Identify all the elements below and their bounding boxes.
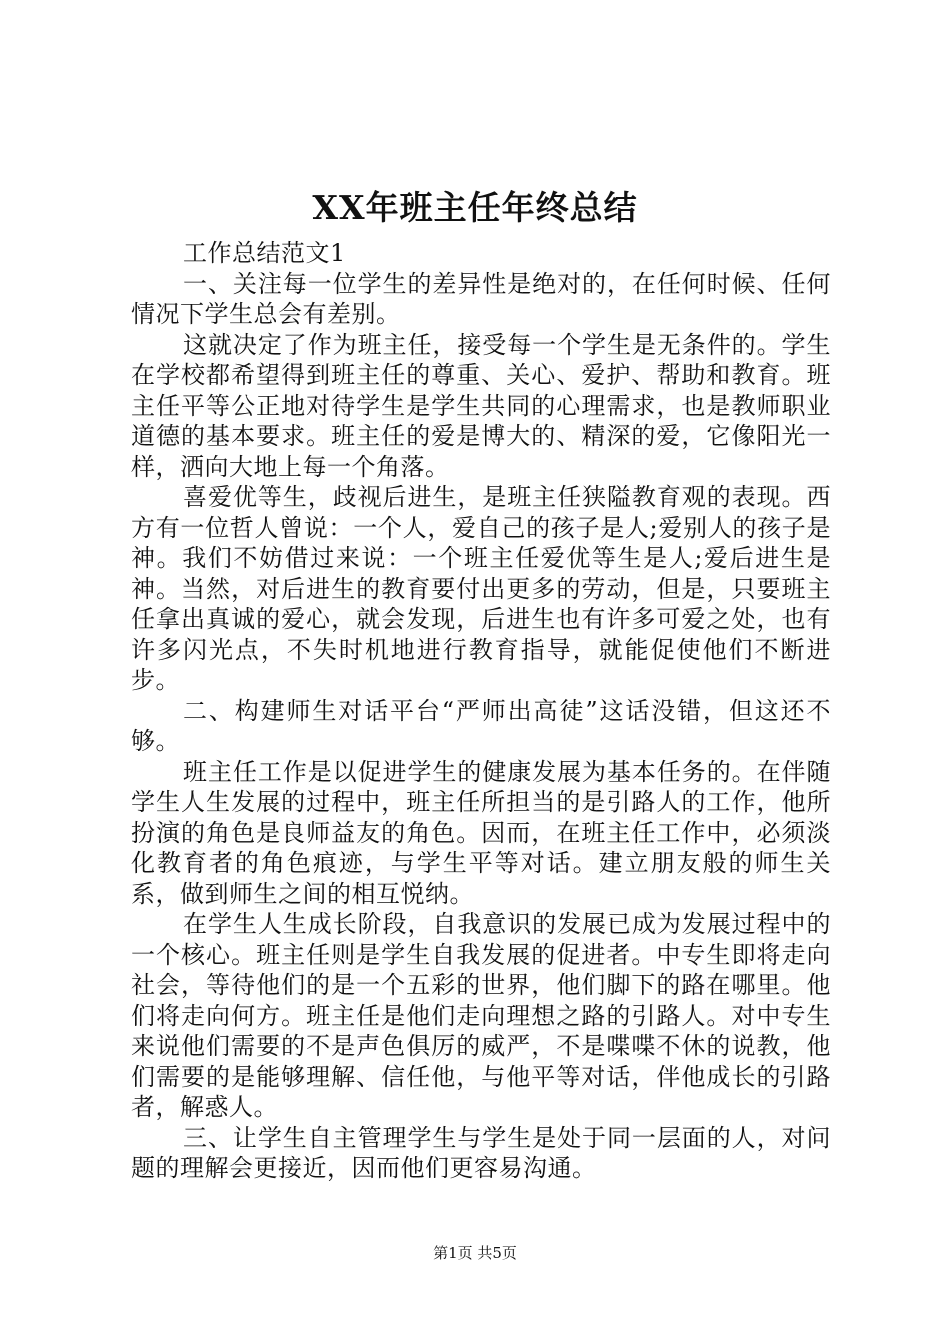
paragraph-struggling-students: 喜爱优等生，歧视后进生，是班主任狭隘教育观的表现。西方有一位哲人曾说：一个人，爱自己的孩子是人;爱别人的孩子是神。我们不妨借过来说：一个班主任爱优等生是人;爱后进生是神。当然，对后进生的教育要付出更多的劳动，但是，只要班主任拿出真诚的爱心，就会发现，后进生也有许多可爱之处，也有许多闪光点，不失时机地进行教育指导，就能促使他们不断进步。: [131, 483, 831, 694]
document-body: [131, 238, 831, 1184]
paragraph-section-3-heading: 三、让学生自主管理学生与学生是处于同一层面的人，对问题的理解会更接近，因而他们更容易沟通。: [131, 1123, 831, 1182]
paragraph-self-development: 在学生人生成长阶段，自我意识的发展已成为发展过程中的一个核心。班主任则是学生自我发展的促进者。中专生即将走向社会，等待他们的是一个五彩的世界，他们脚下的路在哪里。他们将走向何方。班主任是他们走向理想之路的引路人。对中专生来说他们需要的不是声色俱厉的威严，不是喋喋不休的说教，他们需要的是能够理解、信任他，与他平等对话，伴他成长的引路者，解惑人。: [131, 910, 831, 1121]
paragraph-unconditional-acceptance: 这就决定了作为班主任，接受每一个学生是无条件的。学生在学校都希望得到班主任的尊重、关心、爱护、帮助和教育。班主任平等公正地对待学生是学生共同的心理需求，也是教师职业道德的基本要求。班主任的爱是博大的、精深的爱，它像阳光一样，洒向大地上每一个角落。: [131, 330, 831, 481]
paragraph-equal-dialogue: 班主任工作是以促进学生的健康发展为基本任务的。在伴随学生人生发展的过程中，班主任所担当的是引路人的工作，他所扮演的角色是良师益友的角色。因而，在班主任工作中，必须淡化教育者的角色痕迹，与学生平等对话。建立朋友般的师生关系，做到师生之间的相互悦纳。: [131, 757, 831, 908]
paragraph-section-2-heading: 二、构建师生对话平台“严师出高徒”这话没错，但这还不够。: [131, 696, 831, 755]
paragraph-section-1-heading: 一、关注每一位学生的差异性是绝对的，在任何时候、任何情况下学生总会有差别。: [131, 269, 831, 328]
document-title: XX年班主任年终总结: [312, 188, 638, 227]
page-number-footer: 第1页 共5页: [433, 1244, 517, 1262]
paragraph-subtitle: 工作总结范文1: [183, 239, 346, 267]
